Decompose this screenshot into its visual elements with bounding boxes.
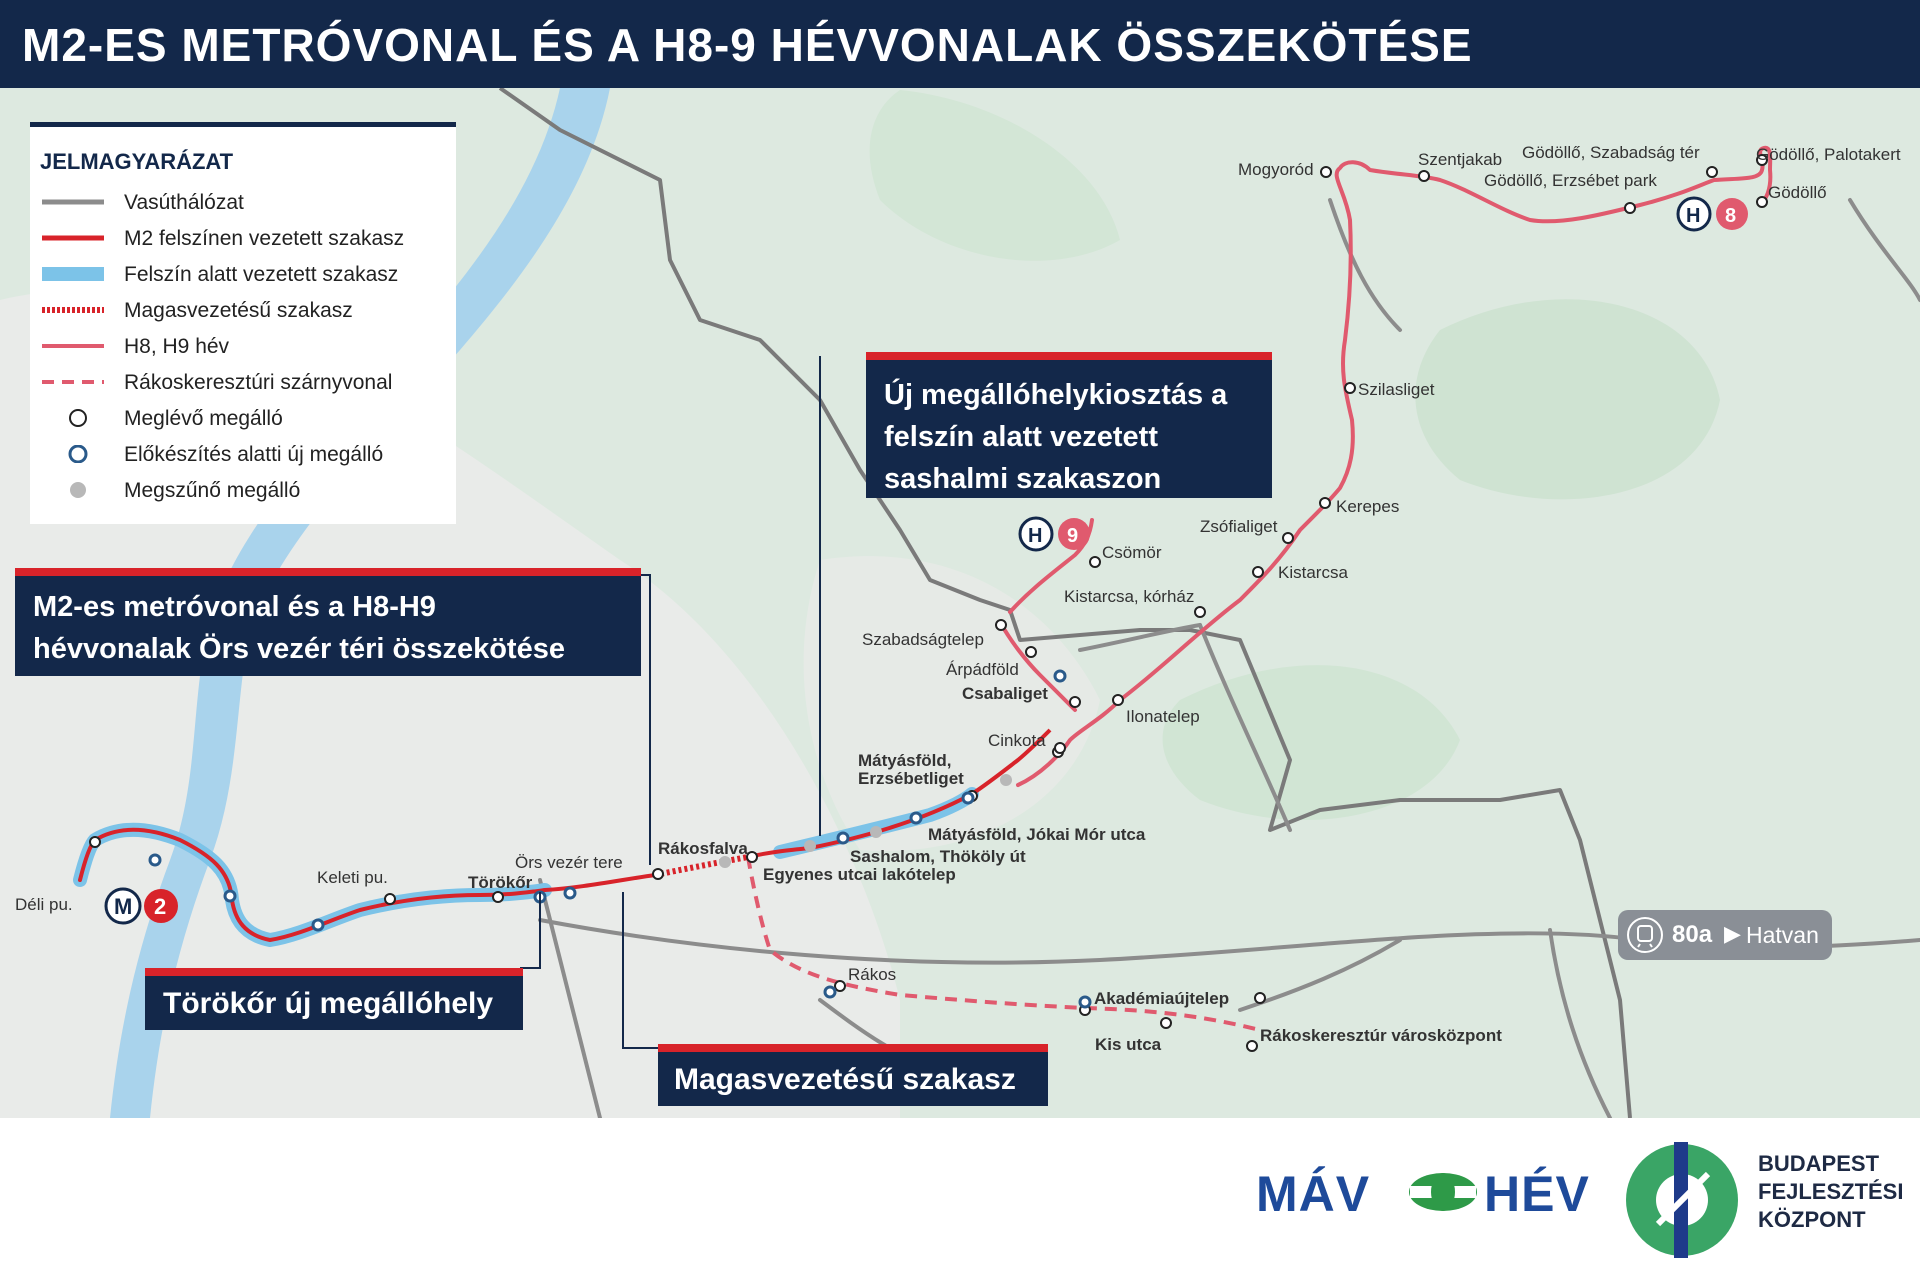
footer: [0, 1118, 1920, 1268]
svg-text:8: 8: [1725, 205, 1737, 227]
station-csomor: Csömör: [1102, 543, 1162, 562]
station-cinkota: Cinkota: [988, 731, 1046, 750]
station-csabaliget: Csabaliget: [962, 684, 1048, 703]
play-icon: ▶: [1724, 921, 1741, 946]
svg-text:2: 2: [154, 894, 167, 919]
station-arpadfold: Árpádföld: [946, 660, 1019, 679]
dotted-red-line-icon: [42, 301, 104, 319]
mav-hev-emblem: [1406, 1170, 1480, 1214]
hatvan-destination: Hatvan: [1746, 922, 1819, 948]
bfk-emblem: [1622, 1140, 1742, 1260]
legend-item: Magasvezetésű szakasz: [30, 295, 450, 325]
legend-item: Előkészítés alatti új megálló: [30, 439, 450, 469]
callout-uj-megallo: Új megállóhelykiosztás a felszín alatt vezetett sashalmi szakaszon: [866, 352, 1272, 498]
station-deli: Déli pu.: [15, 895, 73, 914]
station-egyenes: Egyenes utcai lakótelep: [763, 865, 956, 884]
station-kis-utca: Kis utca: [1095, 1035, 1162, 1054]
callout-m2-h8: M2-es metróvonal és a H8-H9 hévvonalak Örs vezér téri összekötése: [15, 568, 641, 676]
station-szentjakab: Szentjakab: [1418, 150, 1503, 169]
hev-logo: HÉV: [1484, 1166, 1590, 1222]
blue-band-icon: [42, 265, 104, 283]
station-kistarcsa: Kistarcsa: [1278, 563, 1348, 582]
bfk-logo-text: BUDAPEST FEJLESZTÉSI KÖZPONT: [1758, 1151, 1904, 1232]
station-rakos: Rákos: [848, 965, 897, 984]
page-title: M2-ES METRÓVONAL ÉS A H8-9 HÉVVONALAK ÖSSZEKÖTÉSE: [22, 19, 1473, 71]
legend-item: Vasúthálózat: [30, 187, 450, 217]
blue-circle-icon: [42, 445, 104, 463]
station-godollo: Gödöllő: [1768, 183, 1827, 202]
pink-line-icon: [42, 337, 104, 355]
station-kistarcsa-korhaz: Kistarcsa, kórház: [1064, 587, 1195, 606]
station-zsofialiget: Zsófialiget: [1200, 517, 1278, 536]
station-szabadsag-ter: Gödöllő, Szabadság tér: [1522, 143, 1700, 162]
callout-torokor: Törökőr új megállóhely: [145, 968, 523, 1030]
train-icon: [1626, 916, 1664, 954]
station-rk-varoskozpont: Rákoskeresztúr városközpont: [1260, 1026, 1502, 1045]
station-erzsebet-park: Gödöllő, Erzsébet park: [1484, 171, 1657, 190]
station-erzsebetliget-2: Erzsébetliget: [858, 769, 964, 788]
station-keleti: Keleti pu.: [317, 868, 388, 887]
legend-title: JELMAGYARÁZAT: [40, 149, 234, 174]
dashed-pink-line-icon: [42, 373, 104, 391]
svg-text:9: 9: [1067, 525, 1079, 547]
station-palotakert: Gödöllő, Palotakert: [1756, 145, 1901, 164]
station-akademiaujtelep: Akadémiaújtelep: [1094, 989, 1230, 1008]
mav-logo: MÁV: [1256, 1166, 1371, 1222]
svg-text:H: H: [1028, 525, 1043, 547]
legend-item: H8, H9 hév: [30, 331, 450, 361]
callout-magas: Magasvezetésű szakasz: [658, 1044, 1048, 1106]
legend-item: M2 felszínen vezetett szakasz: [30, 223, 450, 253]
station-jokai: Mátyásföld, Jókai Mór utca: [928, 825, 1146, 844]
gray-dot-icon: [42, 481, 104, 499]
legend-item: Felszín alatt vezetett szakasz: [30, 259, 450, 289]
station-ilonatelep: Ilonatelep: [1126, 707, 1200, 726]
station-erzsebetliget-1: Mátyásföld,: [858, 751, 952, 770]
station-rakosfalva: Rákosfalva: [658, 839, 748, 858]
svg-text:H: H: [1686, 205, 1701, 227]
svg-text:M: M: [114, 894, 133, 919]
white-circle-icon: [42, 409, 104, 427]
gray-line-icon: [42, 193, 104, 211]
legend: [30, 122, 456, 524]
legend-item: Megszűnő megálló: [30, 475, 450, 505]
red-line-icon: [42, 229, 104, 247]
station-szabadsagtelep: Szabadságtelep: [862, 630, 984, 649]
station-szilasliget: Szilasliget: [1358, 380, 1435, 399]
station-mogyorod: Mogyoród: [1238, 160, 1314, 179]
station-torokor: Törökőr: [468, 873, 533, 892]
station-kerepes: Kerepes: [1336, 497, 1400, 516]
station-sashalom: Sashalom, Thököly út: [850, 847, 1026, 866]
title-bar: [0, 0, 1920, 88]
legend-item: Rákoskeresztúri szárnyvonal: [30, 367, 450, 397]
legend-item: Meglévő megálló: [30, 403, 450, 433]
hatvan-badge: [1618, 910, 1832, 960]
station-ors: Örs vezér tere: [515, 853, 623, 872]
hatvan-line: 80a: [1672, 921, 1713, 948]
